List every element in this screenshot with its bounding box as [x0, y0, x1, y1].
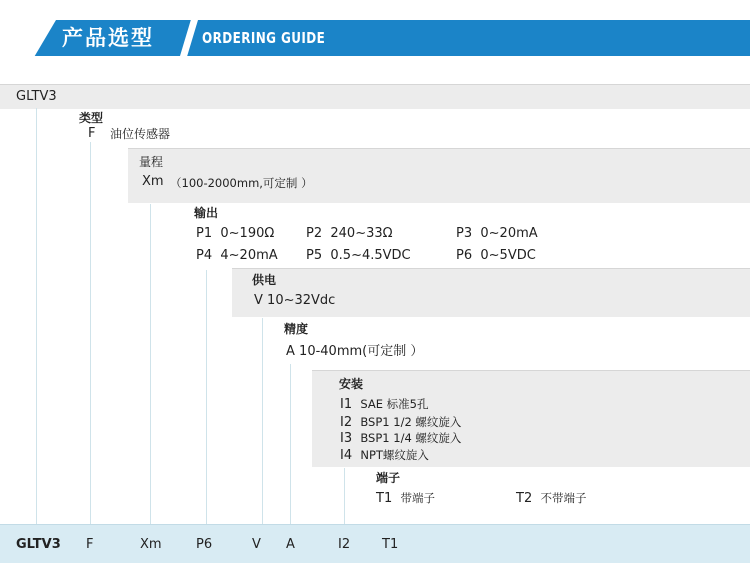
summary-model: GLTV3	[16, 537, 61, 552]
install-heading: 安装	[339, 377, 364, 391]
output-option-p3	[456, 226, 538, 242]
install-option-i4	[340, 447, 429, 464]
type-heading: 类型	[79, 111, 104, 125]
summary-terminal: T1	[382, 537, 399, 552]
option-code: P4	[196, 248, 213, 263]
output-option-p5	[306, 248, 411, 264]
guide-line-range	[150, 204, 151, 524]
output-option-p1	[196, 226, 274, 242]
section-header-bar	[0, 20, 750, 56]
option-code: V	[254, 293, 263, 308]
option-code: I2	[340, 415, 353, 430]
model-label: GLTV3	[16, 89, 57, 104]
terminal-option-t2	[516, 490, 586, 507]
option-value: NPT螺纹旋入	[360, 448, 429, 462]
range-code: Xm	[142, 174, 164, 189]
summary-output: P6	[196, 537, 213, 552]
output-option-p6	[456, 248, 536, 264]
range-heading: 量程	[139, 155, 164, 169]
guide-line-output	[206, 270, 207, 524]
guide-line-power	[262, 318, 263, 524]
option-value: 0~190Ω	[220, 226, 275, 241]
output-heading: 输出	[194, 206, 219, 220]
accuracy-option	[286, 344, 423, 360]
guide-line-install	[344, 468, 345, 524]
power-option	[254, 293, 335, 309]
type-code: F	[88, 126, 96, 141]
guide-line-accuracy	[290, 364, 291, 524]
option-value: SAE 标准5孔	[360, 397, 429, 411]
option-value: 0~5VDC	[480, 248, 536, 263]
option-code: P6	[456, 248, 473, 263]
output-option-p2	[306, 226, 393, 242]
option-code: P2	[306, 226, 323, 241]
option-value: 不带端子	[540, 491, 587, 505]
option-value: BSP1 1/2 螺纹旋入	[360, 415, 462, 429]
summary-range: Xm	[140, 537, 162, 552]
option-code: T2	[516, 491, 533, 506]
option-value: 10~32Vdc	[267, 293, 336, 308]
option-value: 0~20mA	[480, 226, 538, 241]
option-value: BSP1 1/4 螺纹旋入	[360, 431, 462, 445]
option-code: I3	[340, 431, 353, 446]
option-code: A	[286, 344, 295, 359]
option-code: P3	[456, 226, 473, 241]
install-option-i2	[340, 414, 461, 431]
option-code: P5	[306, 248, 323, 263]
guide-line-model	[36, 108, 37, 524]
option-code: P1	[196, 226, 213, 241]
terminal-option-t1	[376, 490, 435, 507]
option-value: 带端子	[400, 491, 435, 505]
power-heading: 供电	[252, 273, 277, 287]
option-value: 240~33Ω	[330, 226, 393, 241]
option-value: 0.5~4.5VDC	[330, 248, 411, 263]
terminal-heading: 端子	[376, 471, 401, 485]
guide-line-type	[90, 142, 91, 524]
summary-power: V	[252, 537, 261, 552]
install-option-i1	[340, 396, 429, 413]
option-code: T1	[376, 491, 393, 506]
header-left-cap	[0, 20, 56, 56]
option-value: 10-40mm(可定制 ）	[299, 344, 424, 359]
type-desc: 油位传感器	[110, 127, 171, 141]
summary-accuracy: A	[286, 537, 295, 552]
summary-type: F	[86, 537, 94, 552]
order-summary-bar	[0, 524, 750, 563]
install-option-i3	[340, 430, 461, 447]
band-model	[0, 84, 750, 109]
range-desc: （100-2000mm,可定制 ）	[170, 176, 313, 190]
header-slash-divider	[180, 20, 198, 56]
output-option-p4	[196, 248, 278, 264]
header-title-en: ORDERING GUIDE	[202, 29, 326, 47]
option-code: I1	[340, 397, 353, 412]
header-title-cn: 产品选型	[62, 26, 154, 50]
accuracy-heading: 精度	[284, 322, 309, 336]
option-code: I4	[340, 448, 353, 463]
summary-install: I2	[338, 537, 351, 552]
option-value: 4~20mA	[220, 248, 278, 263]
